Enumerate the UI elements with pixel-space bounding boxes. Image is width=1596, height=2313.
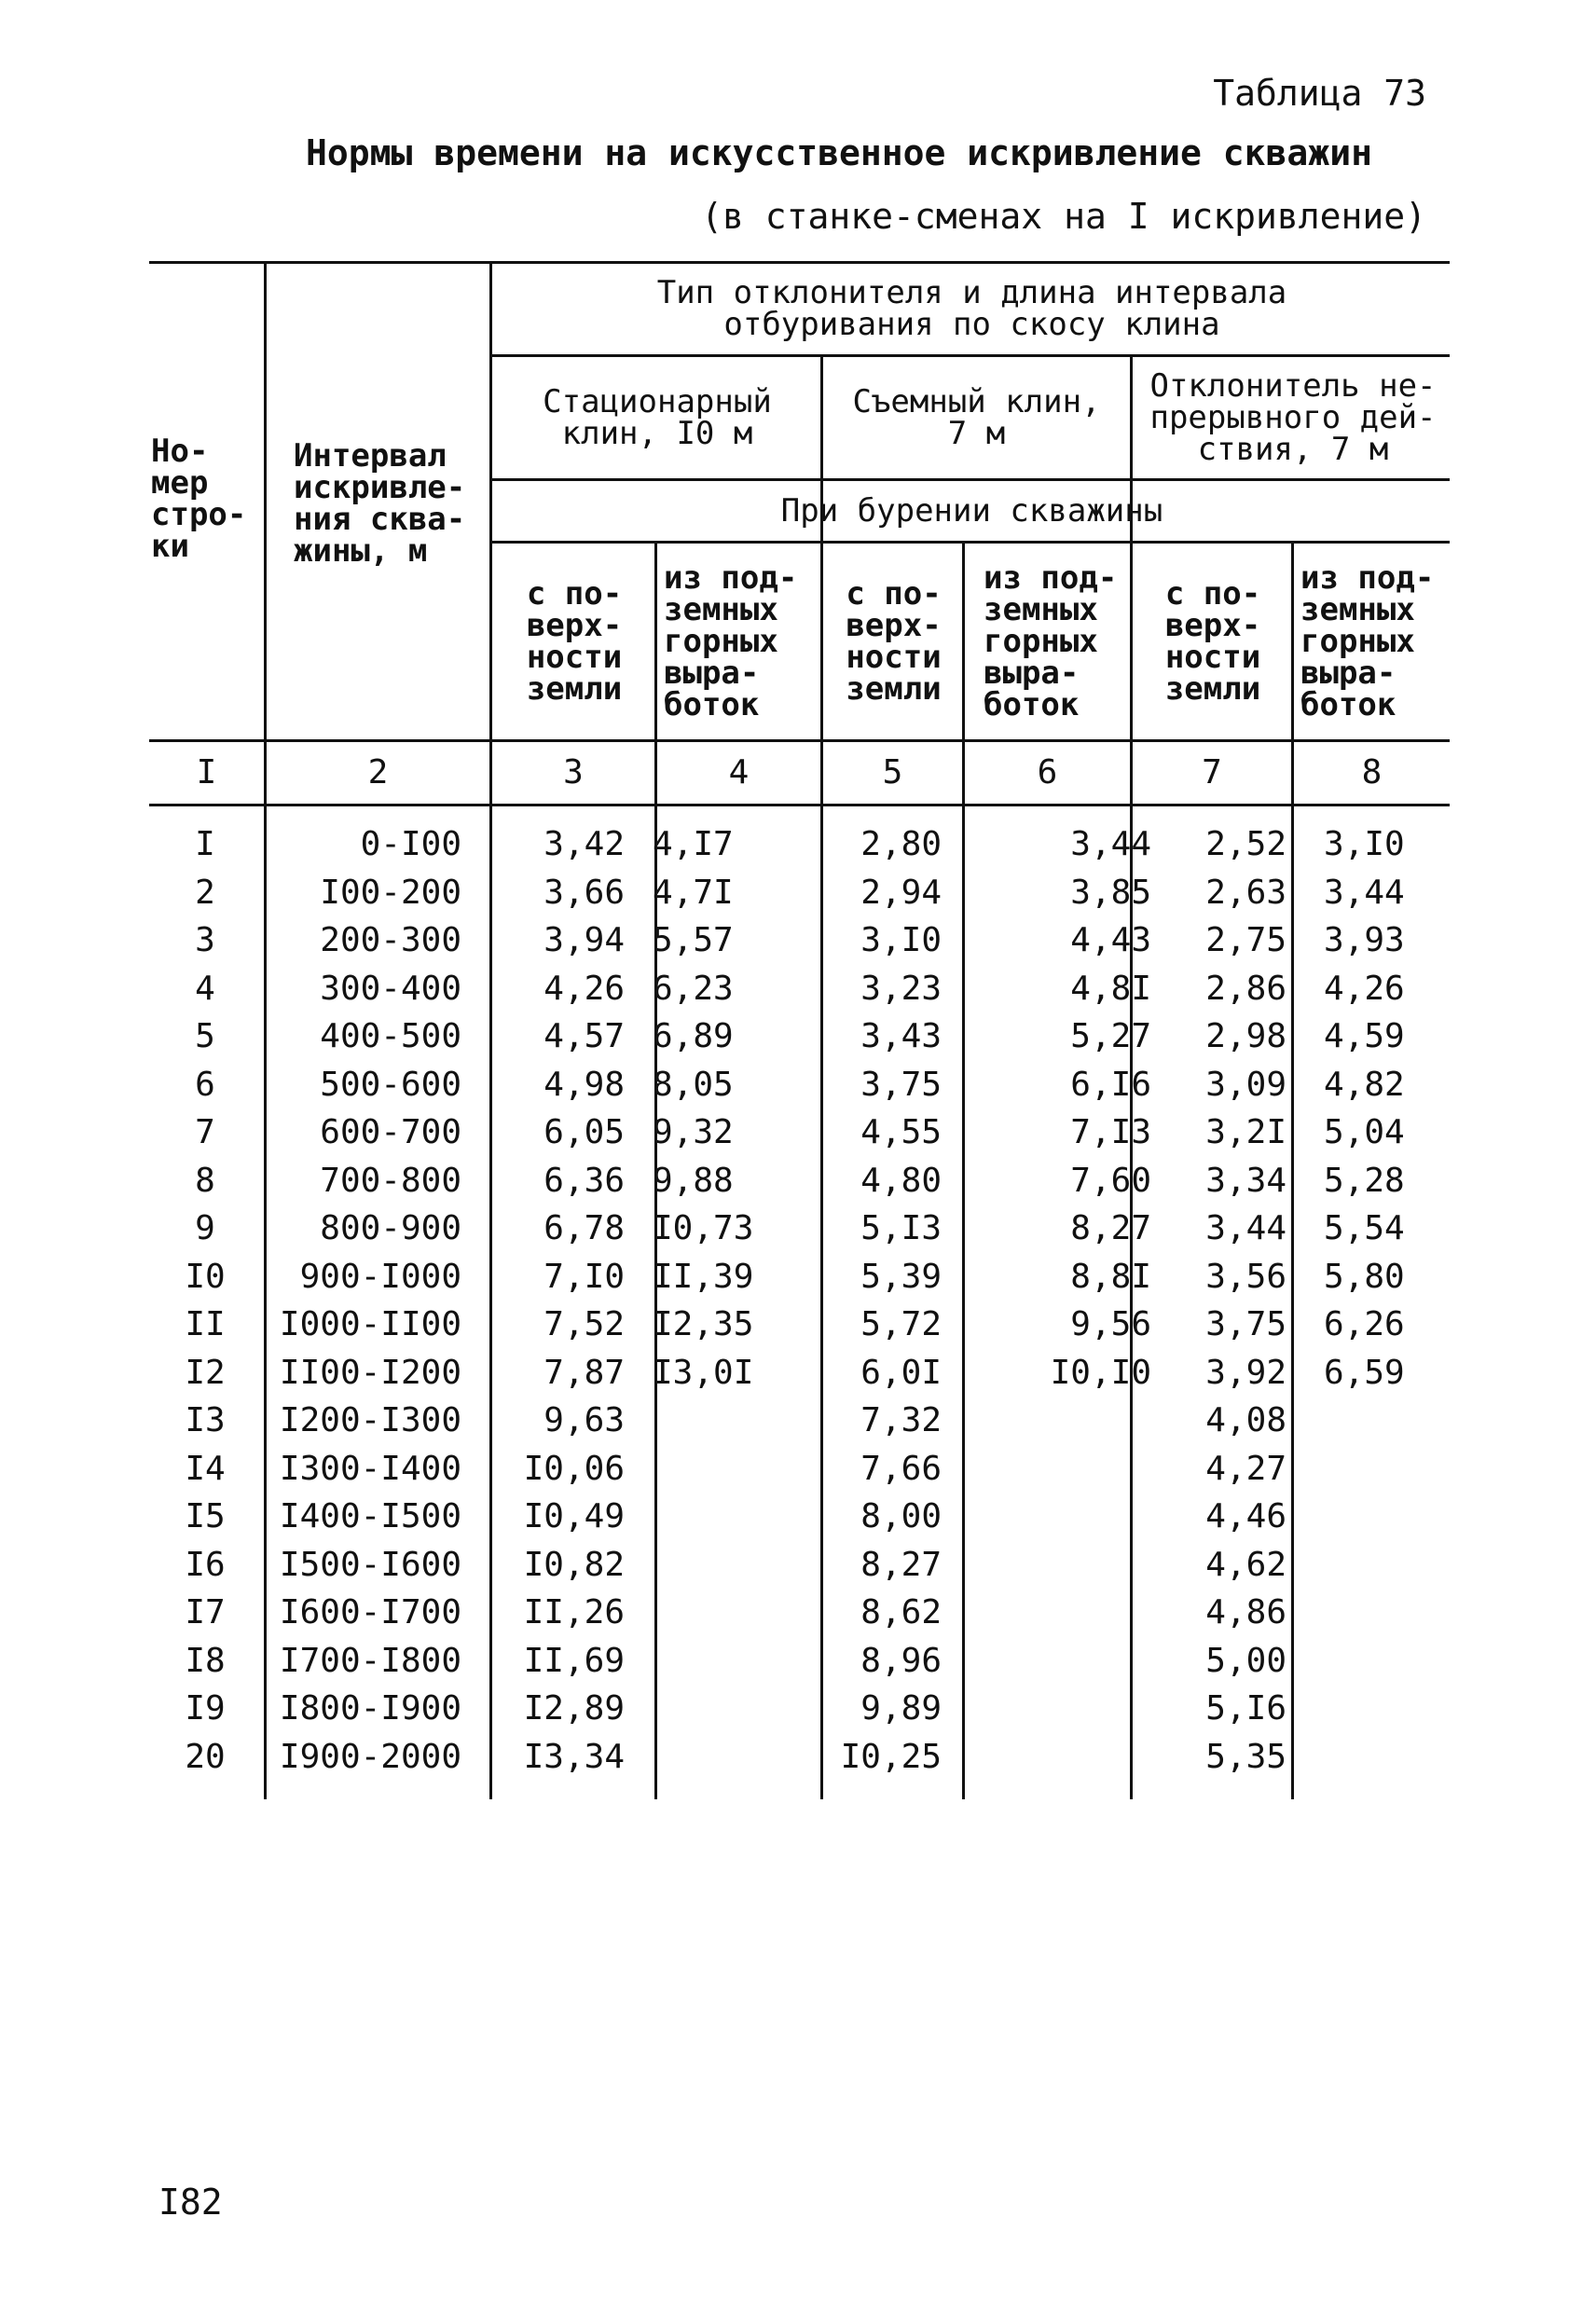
rule-under-group bbox=[489, 354, 1450, 357]
row-interval: I200-I300 bbox=[279, 1401, 461, 1439]
value-col-6 bbox=[984, 1541, 1151, 1589]
value-col-5: 2,94 bbox=[860, 873, 942, 912]
table-title: Нормы времени на искусственное искривление скважин bbox=[306, 132, 1372, 173]
value-col-5: 3,23 bbox=[860, 969, 942, 1008]
value-col-8 bbox=[1324, 1445, 1454, 1493]
value-col-8 bbox=[1324, 1541, 1454, 1589]
value-col-8 bbox=[1324, 1685, 1454, 1732]
table-row bbox=[149, 1157, 1454, 1205]
value-col-7: 2,75 bbox=[1205, 921, 1286, 959]
value-col-7: 3,92 bbox=[1205, 1353, 1286, 1392]
row-number: 6 bbox=[195, 1065, 215, 1104]
column-number: 4 bbox=[728, 752, 750, 792]
value-col-6: 4,43 bbox=[1070, 921, 1151, 959]
header-from-surface: с по- верх- ности земли bbox=[1164, 574, 1261, 708]
value-col-6 bbox=[984, 1397, 1151, 1444]
value-col-8: 6,59 bbox=[1324, 1353, 1405, 1392]
header-from-surface: с по- верх- ности земли bbox=[846, 574, 942, 708]
value-col-7: 2,98 bbox=[1205, 1017, 1286, 1055]
value-col-3: 6,78 bbox=[543, 1209, 625, 1247]
row-number: I2 bbox=[185, 1353, 226, 1392]
table-number: Таблица 73 bbox=[1213, 73, 1426, 114]
value-col-8: 3,I0 bbox=[1324, 825, 1405, 863]
column-number: 3 bbox=[563, 752, 584, 792]
value-col-7: 5,35 bbox=[1205, 1737, 1286, 1776]
value-col-4: 8,05 bbox=[653, 1065, 734, 1104]
value-col-6 bbox=[984, 1493, 1151, 1540]
value-col-5: 9,89 bbox=[860, 1689, 942, 1728]
value-col-4: I3,0I bbox=[653, 1353, 754, 1392]
value-col-4 bbox=[653, 1493, 774, 1540]
value-col-8: 5,28 bbox=[1324, 1161, 1405, 1200]
rule-under-colnums bbox=[149, 804, 1450, 806]
value-col-8: 3,93 bbox=[1324, 921, 1405, 959]
column-number: 5 bbox=[882, 752, 903, 792]
column-number: 7 bbox=[1202, 752, 1222, 792]
value-col-6: 8,27 bbox=[1070, 1209, 1151, 1247]
row-interval: II00-I200 bbox=[279, 1353, 461, 1392]
table-row bbox=[149, 1493, 1454, 1540]
value-col-3: I2,89 bbox=[523, 1689, 625, 1728]
value-col-3: 6,36 bbox=[543, 1161, 625, 1200]
row-number: I4 bbox=[185, 1449, 226, 1488]
value-col-7: 4,46 bbox=[1205, 1497, 1286, 1535]
header-drilling-group: При бурении скважины bbox=[780, 492, 1163, 530]
row-interval: I300-I400 bbox=[279, 1449, 461, 1488]
rule-under-drilling bbox=[489, 541, 1450, 544]
value-col-6: 7,I3 bbox=[1070, 1113, 1151, 1151]
value-col-7: 3,56 bbox=[1205, 1257, 1286, 1296]
row-number: I7 bbox=[185, 1593, 226, 1631]
row-interval: I900-2000 bbox=[279, 1737, 461, 1776]
value-col-4: 9,88 bbox=[653, 1161, 734, 1200]
value-col-3: I0,82 bbox=[523, 1545, 625, 1584]
row-interval: 800-900 bbox=[320, 1209, 461, 1247]
column-number: 2 bbox=[367, 752, 389, 792]
value-col-5: 3,I0 bbox=[860, 921, 942, 959]
row-interval: 500-600 bbox=[320, 1065, 461, 1104]
row-number: 5 bbox=[195, 1017, 215, 1055]
table-row bbox=[149, 1061, 1454, 1108]
value-col-4 bbox=[653, 1589, 774, 1636]
value-col-3: 3,94 bbox=[543, 921, 625, 959]
row-number: I8 bbox=[185, 1641, 226, 1680]
table-units: (в станке-сменах на I искривление) bbox=[701, 196, 1426, 237]
header-from-underground: из под- земных горных выра- боток bbox=[1300, 558, 1435, 723]
value-col-4 bbox=[653, 1397, 774, 1444]
value-col-8 bbox=[1324, 1397, 1454, 1444]
value-col-3: 4,57 bbox=[543, 1017, 625, 1055]
value-col-4: I0,73 bbox=[653, 1209, 754, 1247]
value-col-7: 3,44 bbox=[1205, 1209, 1286, 1247]
row-number: I3 bbox=[185, 1401, 226, 1439]
value-col-8: 4,82 bbox=[1324, 1065, 1405, 1104]
table-row bbox=[149, 1685, 1454, 1732]
value-col-3: 6,05 bbox=[543, 1113, 625, 1151]
table-row bbox=[149, 965, 1454, 1012]
row-interval: 700-800 bbox=[320, 1161, 461, 1200]
row-interval: 600-700 bbox=[320, 1113, 461, 1151]
value-col-3: 7,52 bbox=[543, 1305, 625, 1343]
value-col-8 bbox=[1324, 1589, 1454, 1636]
value-col-6: 3,85 bbox=[1070, 873, 1151, 912]
value-col-6 bbox=[984, 1685, 1151, 1732]
value-col-8: 3,44 bbox=[1324, 873, 1405, 912]
value-col-8: 5,04 bbox=[1324, 1113, 1405, 1151]
value-col-7: 4,27 bbox=[1205, 1449, 1286, 1488]
value-col-7: 3,34 bbox=[1205, 1161, 1286, 1200]
value-col-5: I0,25 bbox=[840, 1737, 942, 1776]
row-number: I bbox=[195, 825, 215, 863]
column-number: 6 bbox=[1037, 752, 1058, 792]
row-number: 20 bbox=[185, 1737, 226, 1776]
row-interval: 0-I00 bbox=[360, 825, 461, 863]
value-col-3: I3,34 bbox=[523, 1737, 625, 1776]
table-row bbox=[149, 1301, 1454, 1348]
header-deflector-group: Тип отклонителя и длина интервала отбуривания по скосу клина bbox=[656, 274, 1287, 343]
table-row bbox=[149, 1012, 1454, 1060]
row-interval: I400-I500 bbox=[279, 1497, 461, 1535]
table-row bbox=[149, 1589, 1454, 1636]
row-interval: I00-200 bbox=[320, 873, 461, 912]
value-col-5: 2,80 bbox=[860, 825, 942, 863]
rule-top bbox=[149, 261, 1450, 264]
table-row bbox=[149, 1733, 1454, 1781]
value-col-6: 9,56 bbox=[1070, 1305, 1151, 1343]
table-row bbox=[149, 1541, 1454, 1589]
value-col-4: I2,35 bbox=[653, 1305, 754, 1343]
value-col-7: 3,75 bbox=[1205, 1305, 1286, 1343]
value-col-4: 9,32 bbox=[653, 1113, 734, 1151]
header-interval: Интервал искривле- ния сква- жины, м bbox=[294, 437, 466, 570]
value-col-4 bbox=[653, 1733, 774, 1781]
value-col-7: 5,00 bbox=[1205, 1641, 1286, 1680]
row-interval: 900-I000 bbox=[299, 1257, 461, 1296]
value-col-3: 3,66 bbox=[543, 873, 625, 912]
value-col-8: 4,26 bbox=[1324, 969, 1405, 1008]
value-col-5: 8,96 bbox=[860, 1641, 942, 1680]
value-col-7: 2,52 bbox=[1205, 825, 1286, 863]
header-from-underground: из под- земных горных выра- боток bbox=[984, 558, 1118, 723]
row-number: II bbox=[185, 1305, 226, 1343]
value-col-7: 3,09 bbox=[1205, 1065, 1286, 1104]
value-col-4: 4,7I bbox=[653, 873, 734, 912]
table-row bbox=[149, 1349, 1454, 1397]
value-col-8: 5,80 bbox=[1324, 1257, 1405, 1296]
row-interval: I600-I700 bbox=[279, 1593, 461, 1631]
header-from-underground: из под- земных горных выра- боток bbox=[664, 558, 798, 723]
value-col-8 bbox=[1324, 1637, 1454, 1685]
value-col-7: 2,63 bbox=[1205, 873, 1286, 912]
value-col-7: 4,08 bbox=[1205, 1401, 1286, 1439]
value-col-5: 8,00 bbox=[860, 1497, 942, 1535]
header-deflector-continuous: Отклонитель не- прерывного дей- ствия, 7 м bbox=[1149, 367, 1437, 468]
value-col-7: 4,62 bbox=[1205, 1545, 1286, 1584]
value-col-3: 7,I0 bbox=[543, 1257, 625, 1296]
value-col-6: 3,44 bbox=[1070, 825, 1151, 863]
row-number: 8 bbox=[195, 1161, 215, 1200]
value-col-3: 3,42 bbox=[543, 825, 625, 863]
value-col-5: 5,39 bbox=[860, 1257, 942, 1296]
table-row bbox=[149, 1397, 1454, 1444]
row-number: I9 bbox=[185, 1689, 226, 1728]
row-interval: I700-I800 bbox=[279, 1641, 461, 1680]
value-col-7: 3,2I bbox=[1205, 1113, 1286, 1151]
value-col-4 bbox=[653, 1685, 774, 1732]
value-col-6: 6,I6 bbox=[1070, 1065, 1151, 1104]
value-col-5: 8,27 bbox=[860, 1545, 942, 1584]
row-number: I5 bbox=[185, 1497, 226, 1535]
value-col-8 bbox=[1324, 1493, 1454, 1540]
value-col-7: 4,86 bbox=[1205, 1593, 1286, 1631]
value-col-3: II,69 bbox=[523, 1641, 625, 1680]
header-row-number: Но- мер стро- ки bbox=[151, 433, 247, 565]
value-col-4 bbox=[653, 1541, 774, 1589]
value-col-8: 5,54 bbox=[1324, 1209, 1405, 1247]
row-number: 9 bbox=[195, 1209, 215, 1247]
value-col-4: 6,23 bbox=[653, 969, 734, 1008]
value-col-6: 4,8I bbox=[1070, 969, 1151, 1008]
value-col-4 bbox=[653, 1445, 774, 1493]
value-col-4 bbox=[653, 1637, 774, 1685]
value-col-5: 4,55 bbox=[860, 1113, 942, 1151]
value-col-6: 5,27 bbox=[1070, 1017, 1151, 1055]
row-interval: 300-400 bbox=[320, 969, 461, 1008]
header-deflector-stationary: Стационарный клин, I0 м bbox=[543, 383, 772, 452]
table-row bbox=[149, 1253, 1454, 1301]
value-col-6: I0,I0 bbox=[1050, 1353, 1151, 1392]
page-number: I82 bbox=[158, 2182, 223, 2223]
column-number: 8 bbox=[1361, 752, 1383, 792]
row-interval: I500-I600 bbox=[279, 1545, 461, 1584]
value-col-3: 7,87 bbox=[543, 1353, 625, 1392]
value-col-3: I0,06 bbox=[523, 1449, 625, 1488]
value-col-4: II,39 bbox=[653, 1257, 754, 1296]
value-col-5: 7,66 bbox=[860, 1449, 942, 1488]
value-col-4: 4,I7 bbox=[653, 825, 734, 863]
row-number: 4 bbox=[195, 969, 215, 1008]
row-interval: 200-300 bbox=[320, 921, 461, 959]
row-number: 3 bbox=[195, 921, 215, 959]
value-col-5: 8,62 bbox=[860, 1593, 942, 1631]
value-col-3: I0,49 bbox=[523, 1497, 625, 1535]
value-col-6 bbox=[984, 1445, 1151, 1493]
value-col-4: 5,57 bbox=[653, 921, 734, 959]
value-col-7: 2,86 bbox=[1205, 969, 1286, 1008]
value-col-8: 4,59 bbox=[1324, 1017, 1405, 1055]
value-col-6 bbox=[984, 1637, 1151, 1685]
rule-under-header bbox=[149, 739, 1450, 742]
value-col-6: 8,8I bbox=[1070, 1257, 1151, 1296]
table-row bbox=[149, 1108, 1454, 1156]
row-number: 7 bbox=[195, 1113, 215, 1151]
value-col-3: 4,98 bbox=[543, 1065, 625, 1104]
value-col-8: 6,26 bbox=[1324, 1305, 1405, 1343]
table-row bbox=[149, 1637, 1454, 1685]
table-row bbox=[149, 916, 1454, 964]
value-col-4: 6,89 bbox=[653, 1017, 734, 1055]
row-number: I0 bbox=[185, 1257, 226, 1296]
value-col-3: II,26 bbox=[523, 1593, 625, 1631]
table-row bbox=[149, 1445, 1454, 1493]
value-col-6: 7,60 bbox=[1070, 1161, 1151, 1200]
value-col-5: 3,43 bbox=[860, 1017, 942, 1055]
value-col-8 bbox=[1324, 1733, 1454, 1781]
header-from-surface: с по- верх- ности земли bbox=[526, 574, 623, 708]
value-col-5: 7,32 bbox=[860, 1401, 942, 1439]
column-number: I bbox=[196, 752, 217, 792]
row-number: 2 bbox=[195, 873, 215, 912]
value-col-5: 6,0I bbox=[860, 1353, 942, 1392]
row-interval: I000-II00 bbox=[279, 1305, 461, 1343]
header-deflector-removable: Съемный клин, 7 м bbox=[852, 383, 1101, 452]
value-col-6 bbox=[984, 1589, 1151, 1636]
value-col-7: 5,I6 bbox=[1205, 1689, 1286, 1728]
table-row bbox=[149, 869, 1454, 916]
value-col-6 bbox=[984, 1733, 1151, 1781]
row-interval: 400-500 bbox=[320, 1017, 461, 1055]
table-row bbox=[149, 820, 1454, 868]
row-interval: I800-I900 bbox=[279, 1689, 461, 1728]
value-col-5: 5,I3 bbox=[860, 1209, 942, 1247]
value-col-5: 4,80 bbox=[860, 1161, 942, 1200]
value-col-3: 4,26 bbox=[543, 969, 625, 1008]
rule-under-types bbox=[489, 478, 1450, 481]
value-col-5: 5,72 bbox=[860, 1305, 942, 1343]
row-number: I6 bbox=[185, 1545, 226, 1584]
value-col-5: 3,75 bbox=[860, 1065, 942, 1104]
table-row bbox=[149, 1205, 1454, 1252]
value-col-3: 9,63 bbox=[543, 1401, 625, 1439]
